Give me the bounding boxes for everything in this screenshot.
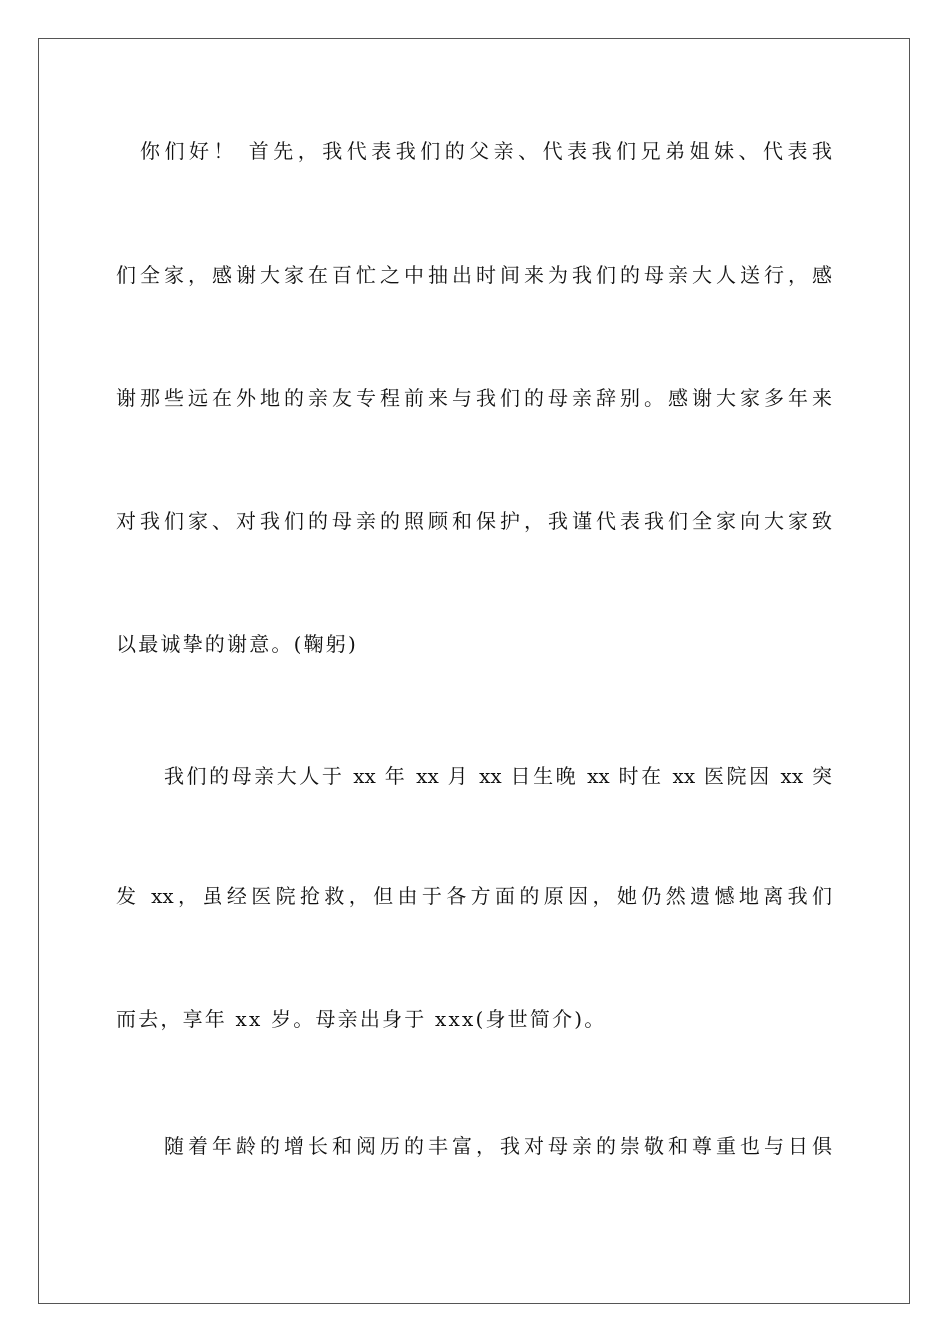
page-frame — [38, 38, 910, 1304]
text-line-5: 以最诚挚的谢意。(鞠躬) — [116, 632, 359, 656]
text-line-6: 我们的母亲大人于 xx 年 xx 月 xx 日生晚 xx 时在 xx 医院因 xx 突 — [164, 764, 832, 788]
text-line-2: 们全家，感谢大家在百忙之中抽出时间来为我们的母亲大人送行，感 — [116, 263, 832, 287]
text-line-8: 而去，享年 xx 岁。母亲出身于 xxx(身世简介)。 — [116, 1007, 607, 1031]
text-line-1: 你们好！ 首先，我代表我们的父亲、代表我们兄弟姐妹、代表我 — [140, 139, 832, 163]
text-line-4: 对我们家、对我们的母亲的照顾和保护，我谨代表我们全家向大家致 — [116, 509, 832, 533]
text-line-3: 谢那些远在外地的亲友专程前来与我们的母亲辞别。感谢大家多年来 — [116, 386, 832, 410]
text-line-9: 随着年龄的增长和阅历的丰富，我对母亲的崇敬和尊重也与日俱 — [164, 1134, 832, 1158]
text-line-7: 发 xx，虽经医院抢救，但由于各方面的原因，她仍然遗憾地离我们 — [116, 884, 832, 908]
